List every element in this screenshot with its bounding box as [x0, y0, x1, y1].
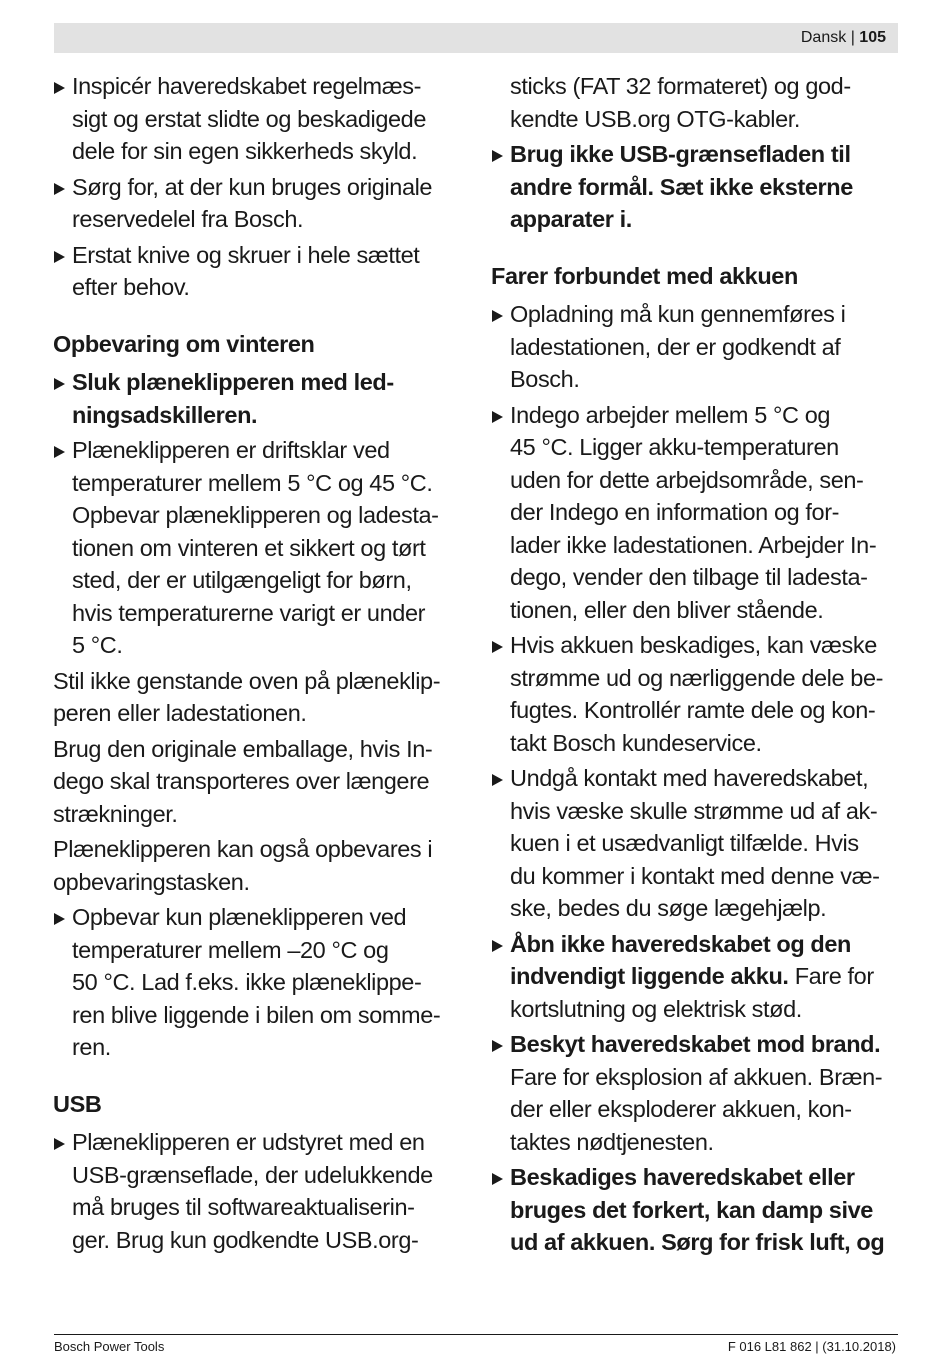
heading-battery-hazards: Farer forbundet med akkuen	[491, 262, 798, 289]
bullet-fire-protection	[491, 1028, 895, 1158]
bullet-fire-protection-bold: Beskyt haveredskabet mod brand.	[510, 1031, 881, 1057]
heading-usb: USB	[53, 1090, 102, 1117]
bullet-vapour: Beskadiges haveredskabet eller bruges det forkert, kan damp sive ud af akkuen. Sørg for frisk luft, og	[491, 1161, 895, 1259]
bullet-do-not-open	[491, 928, 895, 1026]
heading-winter-storage: Opbevaring om vinteren	[53, 330, 315, 357]
bullet-avoid-contact: Undgå kontakt med haveredskabet, hvis væske skulle strømme ud af ak- kuen i et usædvanligt tilfælde. Hvis du kommer i kontakt med denne væ- ske, bedes du søge lægehjælp.	[491, 762, 895, 925]
page-number: 105	[859, 29, 886, 46]
footer-doc-number: F 016 L81 862 | (31.10.2018)	[727, 1339, 896, 1354]
bullet-do-not-open-text: kortslutning og elektrisk stød.	[510, 995, 802, 1022]
bullet-usb-warning: Brug ikke USB-grænsefladen til andre formål. Sæt ikke eksterne apparater i.	[491, 138, 895, 236]
paragraph-transport: Brug den originale emballage, hvis In- dego skal transporteres over længere strækninger.	[53, 735, 433, 827]
paragraph-storage-bag: Plæneklipperen kan også opbevares i opbevaringstasken.	[53, 836, 433, 895]
bullet-switch-off: Sluk plæneklipperen med led- ningsadskilleren.	[53, 366, 453, 431]
left-column	[53, 70, 453, 1259]
bullet-inspect: Inspicér haveredskabet regelmæs- sigt og erstat slidte og beskadigede dele for sin egen sikkerheds skyld.	[53, 70, 453, 168]
bullet-battery-damage: Hvis akkuen beskadiges, kan væske strømme ud og nærliggende dele be- fugtes. Kontrollér ramte dele og kon- takt Bosch kundeservice.	[491, 629, 895, 759]
paragraph-no-objects: Stil ikke genstande oven på plæneklip- peren eller ladestationen.	[53, 667, 441, 726]
bullet-usb-interface: Plæneklipperen er udstyret med en USB-grænseflade, der udelukkende må bruges til softwareaktualiserin- ger. Brug kun godkendte USB.org-	[53, 1126, 453, 1256]
footer-brand: Bosch Power Tools	[54, 1339, 165, 1354]
bullet-do-not-open-bold: Åbn ikke haveredskabet og den indvendigt liggende akku.	[510, 930, 852, 989]
bullet-do-not-open-inline: Fare for	[788, 963, 874, 989]
header-separator: |	[850, 29, 855, 46]
footer-rule	[54, 1334, 898, 1335]
header-bar	[54, 23, 898, 53]
header-language: Dansk	[800, 29, 847, 46]
bullet-storage-temp: Opbevar kun plæneklipperen ved temperaturer mellem –20 °C og 50 °C. Lad f.eks. ikke plæneklippe- ren blive liggende i bilen om somme- ren.	[53, 901, 453, 1064]
running-header	[801, 29, 886, 47]
bullet-charging: Opladning må kun gennemføres i ladestationen, der er godkendt af Bosch.	[491, 298, 895, 396]
bullet-original-parts: Sørg for, at der kun bruges originale reservedelel fra Bosch.	[53, 171, 453, 236]
bullet-operating-temp: Plæneklipperen er driftsklar ved temperaturer mellem 5 °C og 45 °C. Opbevar plæneklipperen og ladesta- tionen om vinteren et sikkert og tørt sted, der er utilgængeligt for børn, hvis temperaturerne varigt er under 5 °C.	[53, 434, 453, 662]
bullet-fire-protection-text: Fare for eksplosion af akkuen. Bræn- der eller eksploderer akkuen, kon- taktes nødtjenesten.	[510, 1063, 883, 1155]
usb-continuation: sticks (FAT 32 formateret) og god- kendte USB.org OTG-kabler.	[510, 73, 851, 132]
bullet-replace-blades: Erstat knive og skruer i hele sættet efter behov.	[53, 239, 453, 304]
bullet-battery-temp: Indego arbejder mellem 5 °C og 45 °C. Ligger akku-temperaturen uden for dette arbejdsområde, sen- der Indego en information og for- lader ikke ladestationen. Arbejder In- dego, vender den tilbage til ladesta- tionen, eller den bliver stående.	[491, 399, 895, 627]
right-column	[491, 70, 895, 1262]
